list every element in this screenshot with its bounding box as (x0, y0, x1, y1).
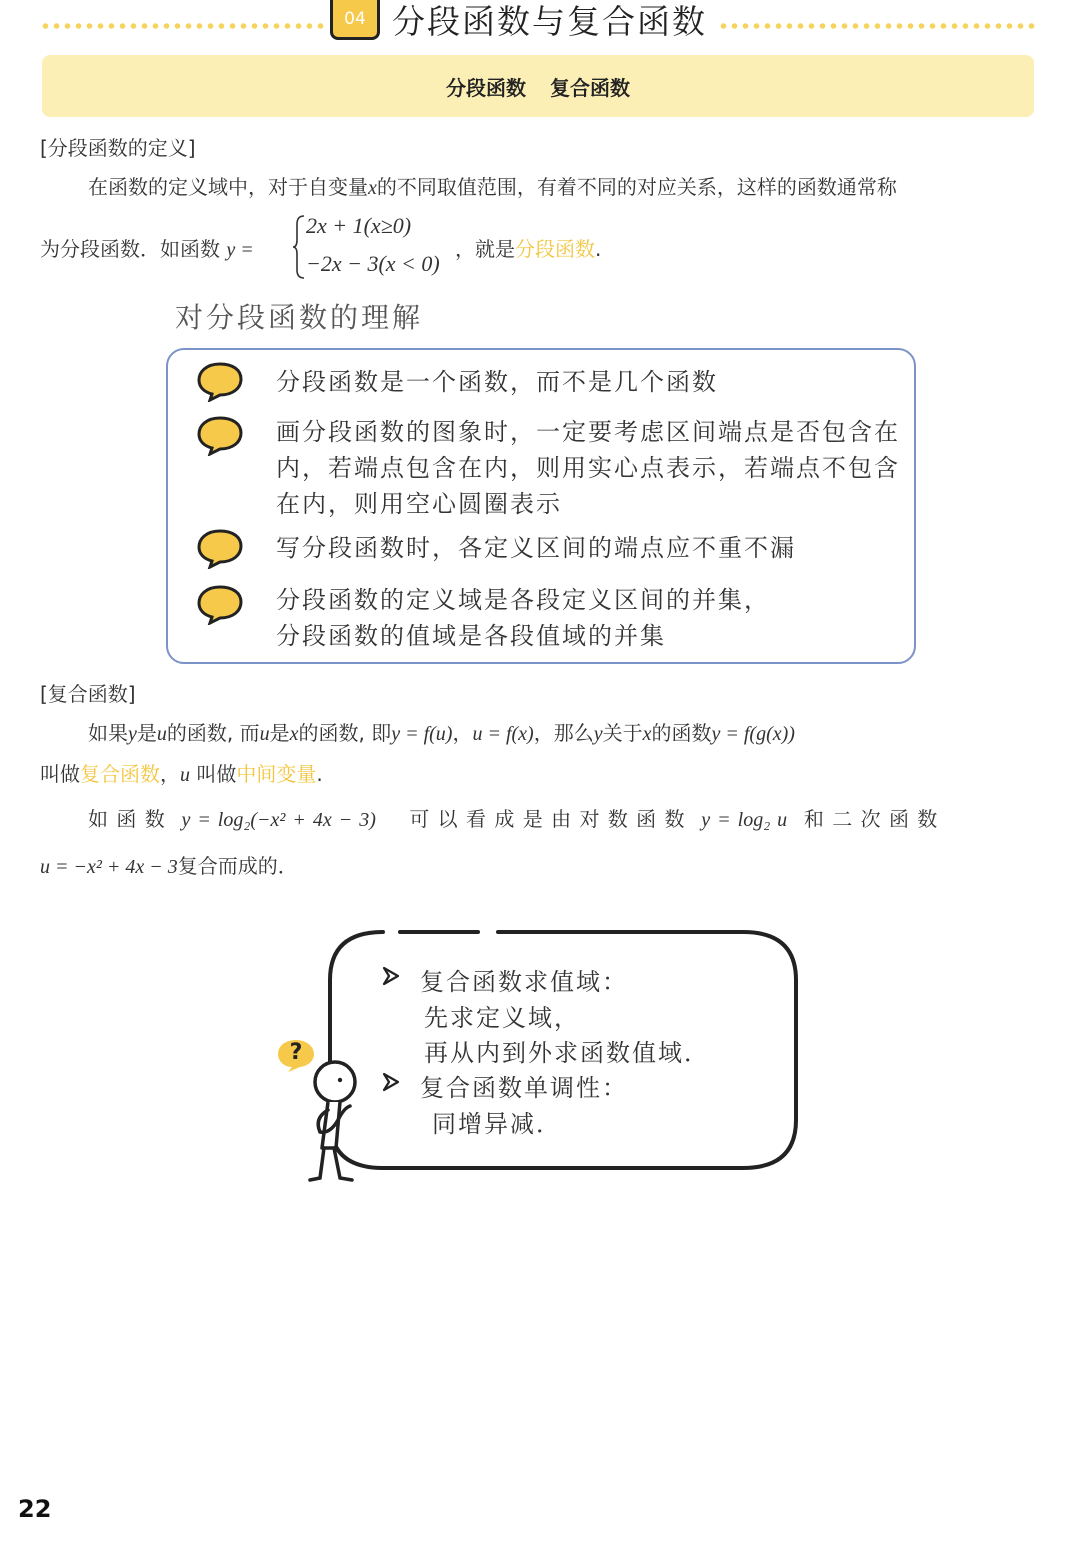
math-expression: u = f(x) (472, 723, 534, 745)
composite-definition-line2 (40, 758, 323, 791)
text-segment: . (595, 237, 602, 261)
header-dots-right (718, 23, 1036, 29)
text-segment: . (316, 762, 323, 786)
text-segment: 的函数, 而 (166, 721, 260, 745)
math-expression: y = log₂(−x² + 4x − 3) (181, 809, 376, 831)
section-heading-piecewise: [分段函数的定义] (40, 136, 196, 160)
tip-monotonicity-rule: 同增异减． (432, 1110, 562, 1138)
header-dots-left (40, 23, 328, 29)
understanding-note-4-line1: 分段函数的定义域是各段定义区间的并集， (276, 586, 770, 614)
piecewise-case-1: 2x + 1(x≥0) (306, 213, 412, 238)
page-number: 22 (18, 1495, 52, 1523)
composite-example-line1 (88, 803, 937, 836)
chapter-number-badge: 04 (330, 0, 380, 40)
tip-range-heading: 复合函数求值域： (420, 968, 628, 996)
text-segment: ，就是 (455, 237, 515, 261)
speech-bubble-icon (196, 583, 244, 625)
math-y-equals: y = (226, 239, 254, 261)
highlight-intermediate-variable: 中间变量 (236, 762, 317, 786)
composite-definition-line1 (88, 717, 795, 750)
piecewise-case-2: −2x − 3(x < 0) (306, 251, 440, 276)
arrow-bullet-icon (382, 966, 400, 986)
math-var: u (259, 723, 270, 745)
text-segment: 叫做 (40, 762, 80, 786)
math-var: u (156, 723, 167, 745)
text-segment: 复合而成的． (177, 854, 298, 878)
text-segment: 如果 (88, 721, 128, 745)
text-segment: 是 (136, 721, 157, 745)
banner-item-composite: 复合函数 (550, 75, 630, 100)
question-mark-text: ? (289, 1040, 303, 1065)
piecewise-definition-line2b (455, 233, 601, 265)
understanding-note-2-line1: 画分段函数的图象时，一定要考虑区间端点是否包含在 (276, 418, 900, 446)
tip-monotonicity-heading: 复合函数单调性： (420, 1074, 628, 1102)
text-segment: ， (452, 721, 473, 745)
text-segment: 是 (269, 721, 290, 745)
text-segment: ，那么 (533, 721, 594, 745)
math-var: x (289, 723, 299, 745)
piecewise-brace (292, 214, 306, 280)
math-var: y (593, 723, 603, 745)
piecewise-definition-line1 (88, 171, 897, 204)
math-expression: y = log₂ u (701, 809, 788, 831)
understanding-note-3: 写分段函数时，各定义区间的端点应不重不漏 (276, 534, 796, 562)
math-expression: u = −x² + 4x − 3 (40, 856, 178, 878)
section-heading-composite: [复合函数] (40, 682, 136, 706)
speech-bubble-icon (196, 527, 244, 569)
banner-item-piecewise: 分段函数 (446, 75, 526, 100)
math-expression: y = f(g(x)) (711, 723, 795, 745)
understanding-note-4-line2: 分段函数的值域是各段值域的并集 (276, 622, 666, 650)
text-segment: 的函数 (651, 721, 712, 745)
text-segment: 如 函 数 (88, 807, 165, 831)
text-segment: 关于 (602, 721, 643, 745)
text-segment: 和 二 次 函 数 (803, 807, 938, 831)
piecewise-definition-line2a (40, 233, 254, 266)
understanding-note-1: 分段函数是一个函数，而不是几个函数 (276, 368, 718, 396)
speech-bubble-icon (196, 414, 244, 456)
math-var-x: x (368, 177, 377, 199)
text-segment: 为分段函数．如函数 (40, 237, 220, 261)
math-expression: y = f(u) (391, 723, 453, 745)
math-var: y (128, 723, 137, 745)
math-var: x (642, 723, 652, 745)
text-segment: ， (160, 762, 180, 786)
arrow-bullet-icon (382, 1072, 400, 1092)
text-segment: 在函数的定义域中，对于自变量 (88, 175, 368, 199)
tip-range-step1: 先求定义域， (424, 1004, 580, 1032)
text-segment: 的不同取值范围，有着不同的对应关系，这样的函数通常称 (376, 175, 897, 199)
text-segment: 的函数, 即 (298, 721, 392, 745)
text-segment: 可 以 看 成 是 由 对 数 函 数 (409, 807, 685, 831)
topic-banner (42, 55, 1034, 117)
speech-bubble-icon (196, 360, 244, 402)
text-segment: 叫做 (196, 762, 237, 786)
chapter-title: 分段函数与复合函数 (392, 2, 707, 41)
understanding-note-2-line2: 内，若端点包含在内，则用实心点表示，若端点不包含 (276, 454, 900, 482)
understanding-note-2-line3: 在内，则用空心圆圈表示 (276, 490, 562, 518)
thinking-figure-icon (270, 1036, 365, 1186)
tip-range-step2: 再从内到外求函数值域． (424, 1039, 710, 1067)
understanding-title: 对分段函数的理解 (175, 301, 424, 334)
math-var: u (180, 764, 190, 786)
highlight-composite-function: 复合函数 (80, 762, 160, 786)
highlight-piecewise-function: 分段函数 (515, 237, 595, 261)
composite-example-line2 (40, 850, 298, 883)
